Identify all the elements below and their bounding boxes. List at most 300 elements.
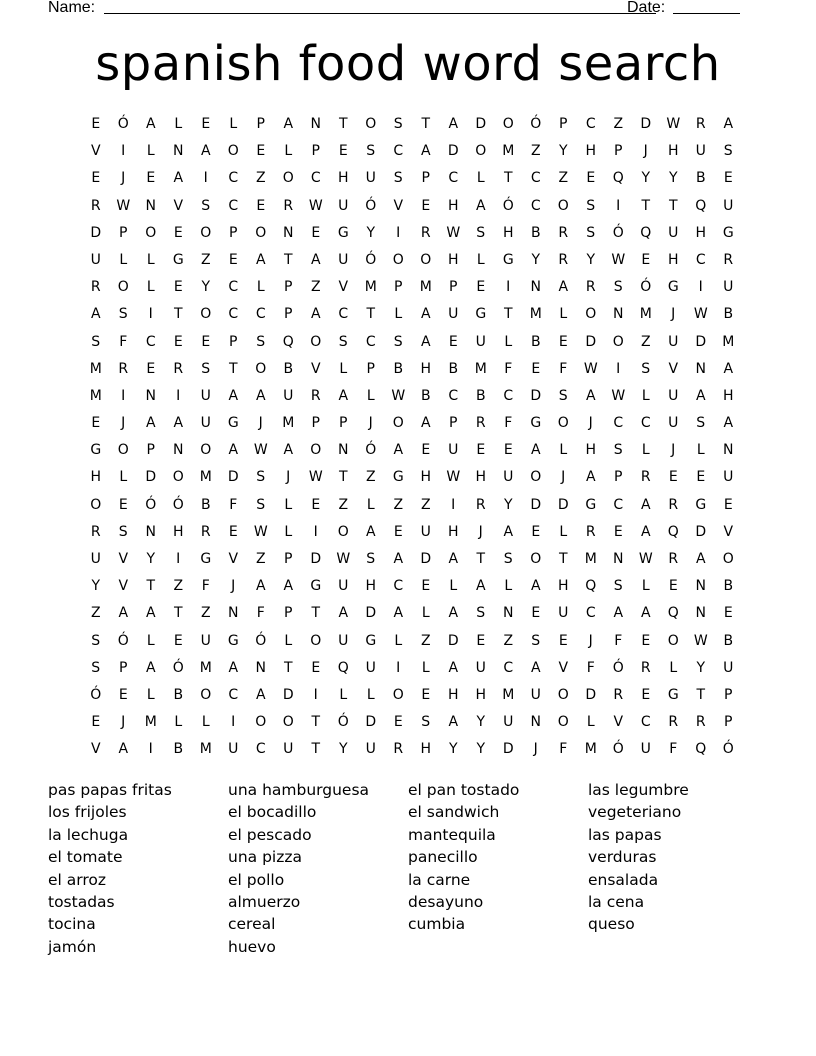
grid-letter: L — [146, 686, 155, 703]
grid-letter: L — [284, 523, 293, 540]
grid-letter: R — [723, 251, 734, 268]
grid-letter: B — [173, 686, 184, 703]
word-item: la cena — [588, 893, 645, 912]
grid-letter: Y — [696, 659, 706, 676]
grid-letter: O — [392, 686, 404, 703]
grid-letter: B — [393, 360, 404, 377]
grid-letter: H — [337, 170, 349, 187]
grid-letter: E — [613, 523, 623, 540]
grid-letter: C — [613, 496, 624, 513]
grid-letter: J — [286, 469, 291, 486]
grid-letter: I — [231, 714, 236, 731]
grid-letter: Ó — [365, 442, 377, 459]
grid-letter: R — [585, 279, 596, 296]
grid-letter: P — [284, 306, 293, 323]
grid-letter: Z — [420, 632, 431, 649]
grid-letter: L — [366, 496, 375, 513]
grid-letter: M — [199, 469, 212, 486]
grid-letter: O — [557, 415, 569, 432]
grid-letter: I — [148, 741, 153, 758]
grid-letter: U — [668, 333, 679, 350]
grid-letter: A — [283, 578, 294, 595]
grid-letter: R — [475, 415, 486, 432]
grid-letter: W — [693, 306, 708, 323]
grid-letter: R — [613, 686, 624, 703]
grid-letter: U — [200, 632, 211, 649]
grid-letter: U — [228, 741, 239, 758]
word-item: una pizza — [228, 848, 302, 867]
grid-letter: H — [695, 224, 707, 241]
grid-letter: A — [393, 442, 404, 459]
grid-letter: L — [476, 251, 485, 268]
grid-row — [82, 383, 742, 410]
grid-letter: P — [229, 333, 238, 350]
grid-letter: Ó — [145, 496, 157, 513]
grid-letter: T — [696, 686, 706, 703]
grid-letter: O — [557, 686, 569, 703]
grid-letter: Q — [695, 741, 707, 758]
grid-letter: A — [338, 387, 349, 404]
grid-letter: Z — [310, 279, 321, 296]
grid-letter: O — [255, 714, 267, 731]
grid-letter: Z — [173, 578, 184, 595]
grid-letter: Y — [366, 224, 376, 241]
grid-letter: O — [200, 442, 212, 459]
grid-letter: L — [119, 251, 128, 268]
grid-letter: W — [666, 116, 681, 132]
grid-letter: T — [558, 551, 568, 567]
grid-letter: M — [89, 387, 102, 404]
grid-letter: R — [668, 551, 679, 567]
grid-letter: S — [586, 224, 596, 241]
grid-letter: I — [203, 170, 208, 187]
grid-letter: E — [723, 496, 733, 513]
grid-letter: D — [530, 387, 542, 404]
grid-letter: C — [338, 306, 349, 323]
grid-letter: F — [229, 496, 238, 513]
grid-letter: L — [394, 632, 403, 649]
grid-letter: D — [420, 551, 432, 567]
grid-letter: A — [723, 116, 734, 132]
grid-letter: F — [504, 415, 513, 432]
grid-letter: D — [310, 551, 322, 567]
grid-letter: S — [641, 360, 651, 377]
grid-letter: V — [90, 143, 101, 160]
grid-letter: E — [338, 143, 348, 160]
grid-row — [82, 736, 742, 763]
grid-letter: J — [478, 523, 483, 540]
grid-letter: W — [446, 469, 461, 486]
word-item: una hamburguesa — [228, 781, 370, 799]
grid-letter: D — [365, 714, 377, 731]
grid-letter: O — [530, 469, 542, 486]
word-column — [408, 779, 588, 958]
word-item: la lechuga — [48, 825, 129, 844]
word-item: el pescado — [228, 825, 312, 844]
grid-letter: M — [722, 333, 735, 350]
grid-letter: S — [476, 224, 486, 241]
grid-letter: P — [366, 360, 375, 377]
grid-letter: V — [90, 741, 101, 758]
grid-letter: E — [723, 170, 733, 187]
grid-letter: H — [475, 686, 487, 703]
grid-letter: O — [200, 686, 212, 703]
grid-letter: D — [475, 116, 487, 132]
grid-letter: U — [640, 741, 651, 758]
grid-letter: G — [227, 632, 239, 649]
grid-letter: O — [282, 170, 294, 187]
grid-letter: B — [420, 387, 431, 404]
grid-letter: U — [668, 415, 679, 432]
grid-letter: N — [695, 578, 706, 595]
word-item: jamón — [48, 937, 97, 956]
grid-letter: B — [283, 360, 294, 377]
grid-letter: G — [667, 686, 679, 703]
grid-letter: A — [695, 387, 706, 404]
grid-letter: Q — [337, 659, 349, 676]
grid-letter: A — [448, 659, 459, 676]
grid-letter: W — [693, 632, 708, 649]
grid-letter: L — [421, 605, 430, 622]
grid-letter: A — [475, 197, 486, 214]
grid-letter: O — [310, 632, 322, 649]
grid-letter: G — [310, 578, 322, 595]
grid-letter: Y — [558, 143, 568, 160]
grid-letter: Ó — [365, 197, 377, 214]
word-item: los frijoles — [48, 803, 127, 822]
grid-letter: O — [585, 306, 597, 323]
grid-letter: P — [146, 442, 155, 459]
grid-letter: H — [502, 224, 514, 241]
grid-letter: O — [117, 442, 129, 459]
grid-letter: A — [283, 442, 294, 459]
grid-row — [82, 165, 742, 192]
grid-letter: A — [365, 523, 376, 540]
grid-letter: E — [448, 333, 458, 350]
grid-letter: P — [394, 279, 403, 296]
grid-letter: E — [421, 578, 431, 595]
grid-letter: A — [585, 387, 596, 404]
grid-letter: A — [420, 143, 431, 160]
grid-letter: S — [421, 714, 431, 731]
grid-letter: E — [256, 143, 266, 160]
grid-letter: Ó — [255, 632, 267, 649]
grid-letter: S — [201, 360, 211, 377]
word-item: cereal — [228, 915, 276, 934]
grid-letter: R — [475, 496, 486, 513]
grid-letter: H — [90, 469, 102, 486]
grid-letter: V — [338, 279, 349, 296]
grid-letter: C — [503, 387, 514, 404]
grid-letter: L — [146, 143, 155, 160]
grid-letter: E — [531, 605, 541, 622]
grid-letter: S — [366, 551, 376, 567]
grid-letter: R — [585, 523, 596, 540]
grid-letter: U — [558, 605, 569, 622]
grid-letter: N — [338, 442, 349, 459]
grid-letter: L — [201, 714, 210, 731]
grid-letter: M — [199, 659, 212, 676]
grid-row — [82, 573, 742, 600]
grid-letter: F — [504, 360, 513, 377]
grid-letter: M — [89, 360, 102, 377]
grid-row — [82, 138, 742, 165]
grid-letter: L — [559, 523, 568, 540]
grid-letter: C — [145, 333, 156, 350]
grid-letter: E — [91, 714, 101, 731]
grid-letter: S — [366, 143, 376, 160]
grid-letter: H — [447, 251, 459, 268]
grid-letter: P — [449, 279, 458, 296]
grid-letter: I — [121, 387, 126, 404]
grid-letter: Ó — [172, 496, 184, 513]
grid-letter: C — [365, 333, 376, 350]
grid-letter: N — [173, 442, 184, 459]
grid-letter: R — [393, 741, 404, 758]
grid-letter: A — [228, 387, 239, 404]
grid-letter: Z — [90, 605, 101, 622]
grid-letter: H — [585, 143, 597, 160]
grid-letter: Y — [338, 741, 348, 758]
grid-letter: T — [283, 659, 293, 676]
grid-letter: V — [723, 523, 734, 540]
grid-letter: E — [586, 170, 596, 187]
grid-letter: R — [90, 279, 101, 296]
grid-letter: C — [228, 306, 239, 323]
grid-letter: H — [365, 578, 377, 595]
word-column — [48, 779, 228, 958]
grid-letter: U — [475, 659, 486, 676]
grid-letter: Z — [338, 496, 349, 513]
grid-letter: R — [310, 387, 321, 404]
grid-letter: U — [668, 224, 679, 241]
word-item: tocina — [48, 915, 96, 934]
grid-letter: S — [393, 170, 403, 187]
grid-letter: U — [338, 197, 349, 214]
grid-letter: A — [283, 116, 294, 132]
grid-letter: B — [695, 170, 706, 187]
grid-letter: C — [255, 741, 266, 758]
grid-letter: A — [255, 578, 266, 595]
grid-letter: A — [90, 306, 101, 323]
grid-letter: V — [393, 197, 404, 214]
grid-letter: L — [641, 442, 650, 459]
grid-row — [82, 193, 742, 220]
grid-letter: S — [118, 523, 128, 540]
grid-letter: Ó — [172, 659, 184, 676]
grid-letter: B — [530, 333, 541, 350]
grid-letter: N — [145, 387, 156, 404]
grid-letter: S — [91, 333, 101, 350]
grid-letter: C — [393, 578, 404, 595]
grid-letter: L — [366, 686, 375, 703]
grid-letter: I — [121, 143, 126, 160]
grid-letter: M — [419, 279, 432, 296]
grid-letter: L — [284, 632, 293, 649]
grid-letter: R — [558, 251, 569, 268]
grid-letter: I — [313, 523, 318, 540]
grid-letter: J — [533, 741, 538, 758]
grid-letter: G — [90, 442, 102, 459]
grid-letter: T — [421, 116, 431, 132]
grid-letter: J — [368, 415, 373, 432]
grid-letter: C — [503, 659, 514, 676]
word-item: el arroz — [48, 870, 107, 889]
date-blank-line — [673, 13, 740, 14]
grid-letter: A — [310, 251, 321, 268]
grid-letter: G — [475, 306, 487, 323]
grid-letter: W — [583, 360, 598, 377]
grid-row — [82, 492, 742, 519]
grid-letter: L — [504, 578, 513, 595]
grid-letter: P — [724, 714, 733, 731]
grid-letter: P — [559, 116, 568, 132]
grid-letter: E — [173, 632, 183, 649]
grid-letter: G — [172, 251, 184, 268]
grid-letter: D — [502, 741, 514, 758]
grid-letter: A — [173, 170, 184, 187]
header-line — [48, 0, 748, 20]
grid-letter: U — [200, 387, 211, 404]
grid-letter: A — [255, 686, 266, 703]
grid-letter: U — [448, 442, 459, 459]
grid-letter: P — [449, 415, 458, 432]
grid-letter: N — [723, 442, 734, 459]
grid-letter: R — [173, 360, 184, 377]
grid-letter: W — [253, 523, 268, 540]
grid-letter: P — [119, 224, 128, 241]
grid-letter: U — [365, 170, 376, 187]
grid-letter: S — [723, 143, 733, 160]
grid-letter: F — [201, 578, 210, 595]
grid-letter: S — [201, 197, 211, 214]
grid-letter: W — [638, 551, 653, 567]
grid-letter: E — [256, 197, 266, 214]
grid-letter: E — [558, 333, 568, 350]
grid-letter: V — [613, 714, 624, 731]
grid-letter: N — [503, 605, 514, 622]
grid-letter: I — [176, 387, 181, 404]
grid-letter: Z — [420, 496, 431, 513]
grid-letter: E — [91, 116, 101, 132]
grid-letter: A — [585, 469, 596, 486]
grid-letter: L — [146, 632, 155, 649]
grid-row — [82, 410, 742, 437]
grid-letter: Y — [586, 251, 596, 268]
grid-letter: L — [174, 116, 183, 132]
grid-letter: H — [447, 523, 459, 540]
grid-row — [82, 247, 742, 274]
grid-letter: E — [696, 469, 706, 486]
grid-letter: V — [118, 551, 129, 567]
grid-letter: O — [255, 224, 267, 241]
grid-letter: E — [641, 686, 651, 703]
grid-letter: E — [421, 686, 431, 703]
grid-letter: P — [284, 279, 293, 296]
grid-letter: N — [613, 551, 624, 567]
grid-letter: C — [695, 251, 706, 268]
grid-letter: S — [613, 279, 623, 296]
grid-letter: L — [174, 714, 183, 731]
grid-letter: Z — [365, 469, 376, 486]
grid-letter: I — [506, 279, 511, 296]
grid-letter: H — [447, 686, 459, 703]
grid-letter: A — [640, 523, 651, 540]
grid-letter: R — [668, 714, 679, 731]
grid-letter: Y — [201, 279, 211, 296]
grid-letter: M — [529, 306, 542, 323]
grid-letter: V — [558, 659, 569, 676]
grid-letter: M — [502, 143, 515, 160]
grid-letter: U — [503, 469, 514, 486]
word-item: mantequila — [408, 825, 496, 844]
grid-letter: S — [531, 632, 541, 649]
grid-letter: W — [253, 442, 268, 459]
grid-letter: S — [256, 469, 266, 486]
grid-letter: U — [475, 333, 486, 350]
grid-letter: O — [200, 224, 212, 241]
grid-row — [82, 274, 742, 301]
grid-letter: C — [448, 387, 459, 404]
grid-letter: C — [530, 197, 541, 214]
grid-letter: Z — [200, 251, 211, 268]
grid-letter: F — [586, 659, 595, 676]
grid-letter: A — [530, 659, 541, 676]
grid-letter: T — [503, 170, 513, 187]
grid-letter: Z — [255, 170, 266, 187]
grid-letter: C — [530, 170, 541, 187]
grid-letter: Y — [531, 251, 541, 268]
grid-letter: A — [448, 605, 459, 622]
grid-row — [82, 356, 742, 383]
grid-letter: R — [200, 523, 211, 540]
grid-letter: R — [558, 224, 569, 241]
grid-letter: P — [614, 143, 623, 160]
grid-letter: Ó — [365, 251, 377, 268]
grid-letter: S — [338, 333, 348, 350]
grid-letter: L — [559, 442, 568, 459]
grid-letter: J — [643, 143, 648, 160]
grid-letter: L — [339, 686, 348, 703]
grid-letter: M — [144, 714, 157, 731]
grid-letter: A — [613, 605, 624, 622]
grid-row — [82, 519, 742, 546]
grid-letter: A — [530, 578, 541, 595]
grid-letter: O — [310, 333, 322, 350]
grid-letter: C — [640, 415, 651, 432]
grid-letter: L — [421, 659, 430, 676]
grid-letter: A — [145, 605, 156, 622]
grid-letter: D — [557, 496, 569, 513]
grid-letter: L — [476, 170, 485, 187]
grid-letter: C — [613, 415, 624, 432]
grid-letter: Z — [640, 333, 651, 350]
grid-letter: O — [337, 523, 349, 540]
grid-letter: G — [502, 251, 514, 268]
grid-letter: A — [695, 551, 706, 567]
grid-letter: P — [229, 224, 238, 241]
grid-letter: J — [588, 415, 593, 432]
grid-letter: W — [611, 387, 626, 404]
grid-letter: P — [614, 469, 623, 486]
grid-letter: F — [669, 741, 678, 758]
grid-letter: V — [668, 360, 679, 377]
grid-letter: A — [310, 306, 321, 323]
grid-letter: E — [228, 523, 238, 540]
grid-row — [82, 546, 742, 573]
grid-letter: U — [365, 741, 376, 758]
grid-letter: E — [668, 578, 678, 595]
